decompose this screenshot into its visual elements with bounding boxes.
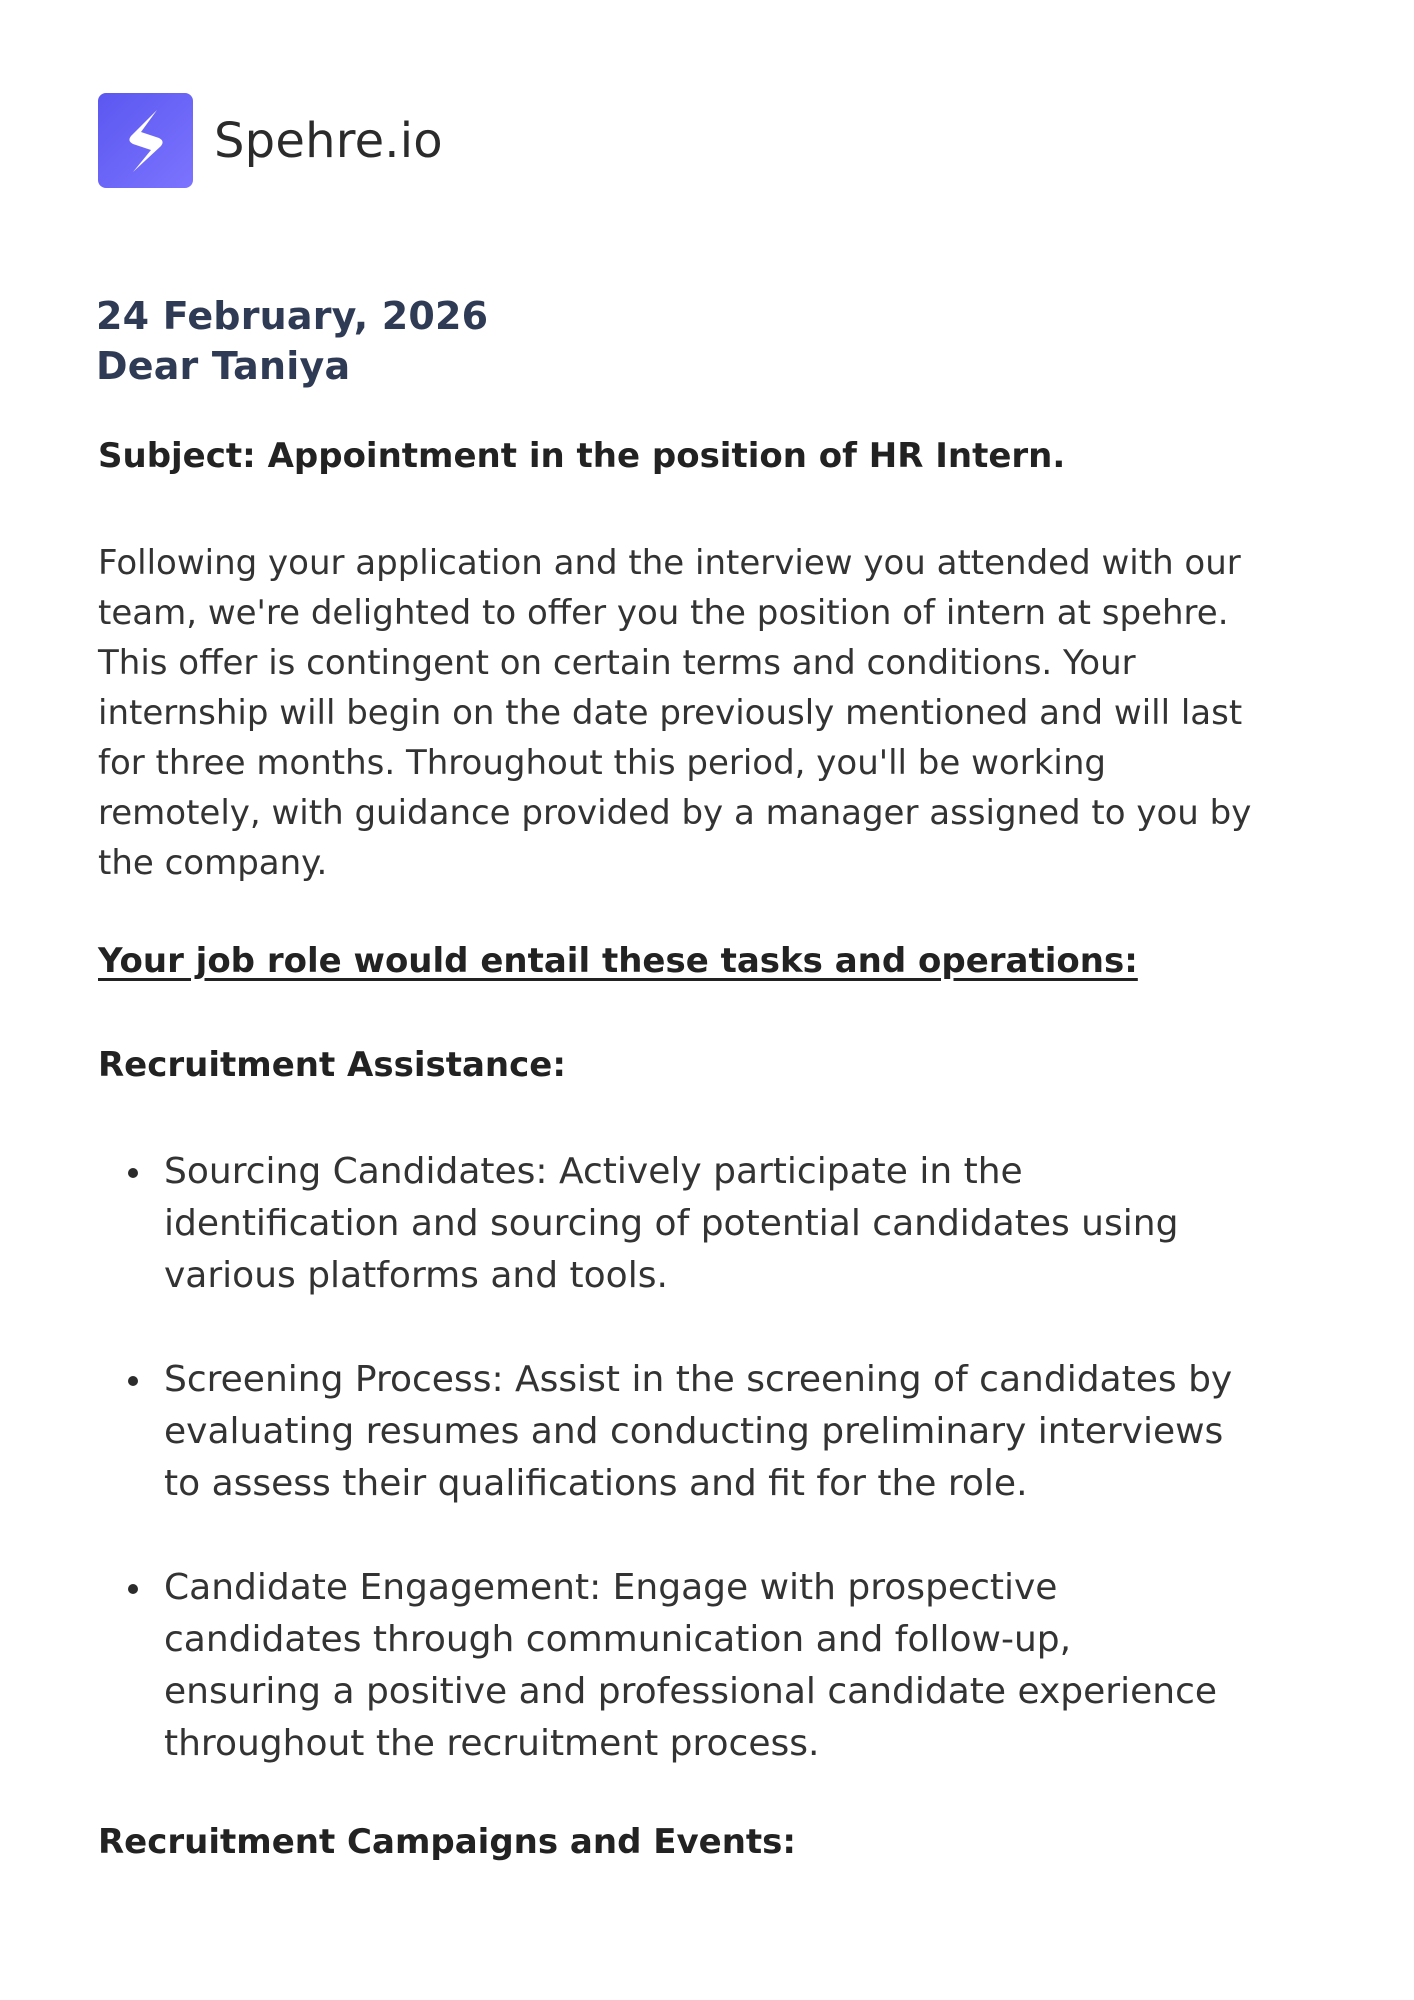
list-item-line: Screening Process: Assist in the screening of candidates by [164, 1359, 1233, 1400]
body-line: remotely, with guidance provided by a manager assigned to you by [98, 793, 1252, 833]
letter-header [98, 93, 443, 188]
list-item [98, 1354, 1328, 1510]
recruitment-assistance-list [98, 1146, 1328, 1770]
s-logo-icon [98, 93, 193, 188]
job-role-heading: Your job role would entail these tasks and operations: [98, 941, 1138, 981]
list-item-line: evaluating resumes and conducting preliminary interviews [164, 1411, 1224, 1452]
body-line: team, we're delighted to offer you the position of intern at spehre. [98, 593, 1229, 633]
section-heading-recruitment-campaigns: Recruitment Campaigns and Events: [98, 1822, 796, 1862]
letter-subject: Subject: Appointment in the position of HR Intern. [98, 436, 1066, 476]
brand-name: Spehre.io [214, 112, 443, 169]
letter-date: 24 February, 2026 [96, 294, 489, 338]
list-item [98, 1562, 1328, 1770]
list-item-line: ensuring a positive and professional candidate experience [164, 1671, 1218, 1712]
body-line: This offer is contingent on certain terms and conditions. Your [98, 643, 1136, 683]
letter-greeting: Dear Taniya [96, 344, 351, 388]
body-line: Following your application and the interview you attended with our [98, 543, 1241, 583]
list-item-line: various platforms and tools. [164, 1255, 668, 1296]
section-heading-recruitment-assistance: Recruitment Assistance: [98, 1045, 566, 1085]
list-item-line: candidates through communication and follow-up, [164, 1619, 1072, 1660]
bullet-icon [128, 1168, 138, 1178]
list-item-line: identification and sourcing of potential candidates using [164, 1203, 1179, 1244]
bullet-icon [128, 1376, 138, 1386]
list-item-line: Sourcing Candidates: Actively participate in the [164, 1151, 1023, 1192]
list-item-line: throughout the recruitment process. [164, 1723, 820, 1764]
list-item [98, 1146, 1328, 1302]
body-line: internship will begin on the date previously mentioned and will last [98, 693, 1243, 733]
letter-body-paragraph [98, 538, 1328, 888]
body-line: for three months. Throughout this period, you'll be working [98, 743, 1106, 783]
list-item-line: to assess their qualifications and fit for the role. [164, 1463, 1028, 1504]
list-item-line: Candidate Engagement: Engage with prospective [164, 1567, 1058, 1608]
bullet-icon [128, 1584, 138, 1594]
body-line: the company. [98, 843, 328, 883]
